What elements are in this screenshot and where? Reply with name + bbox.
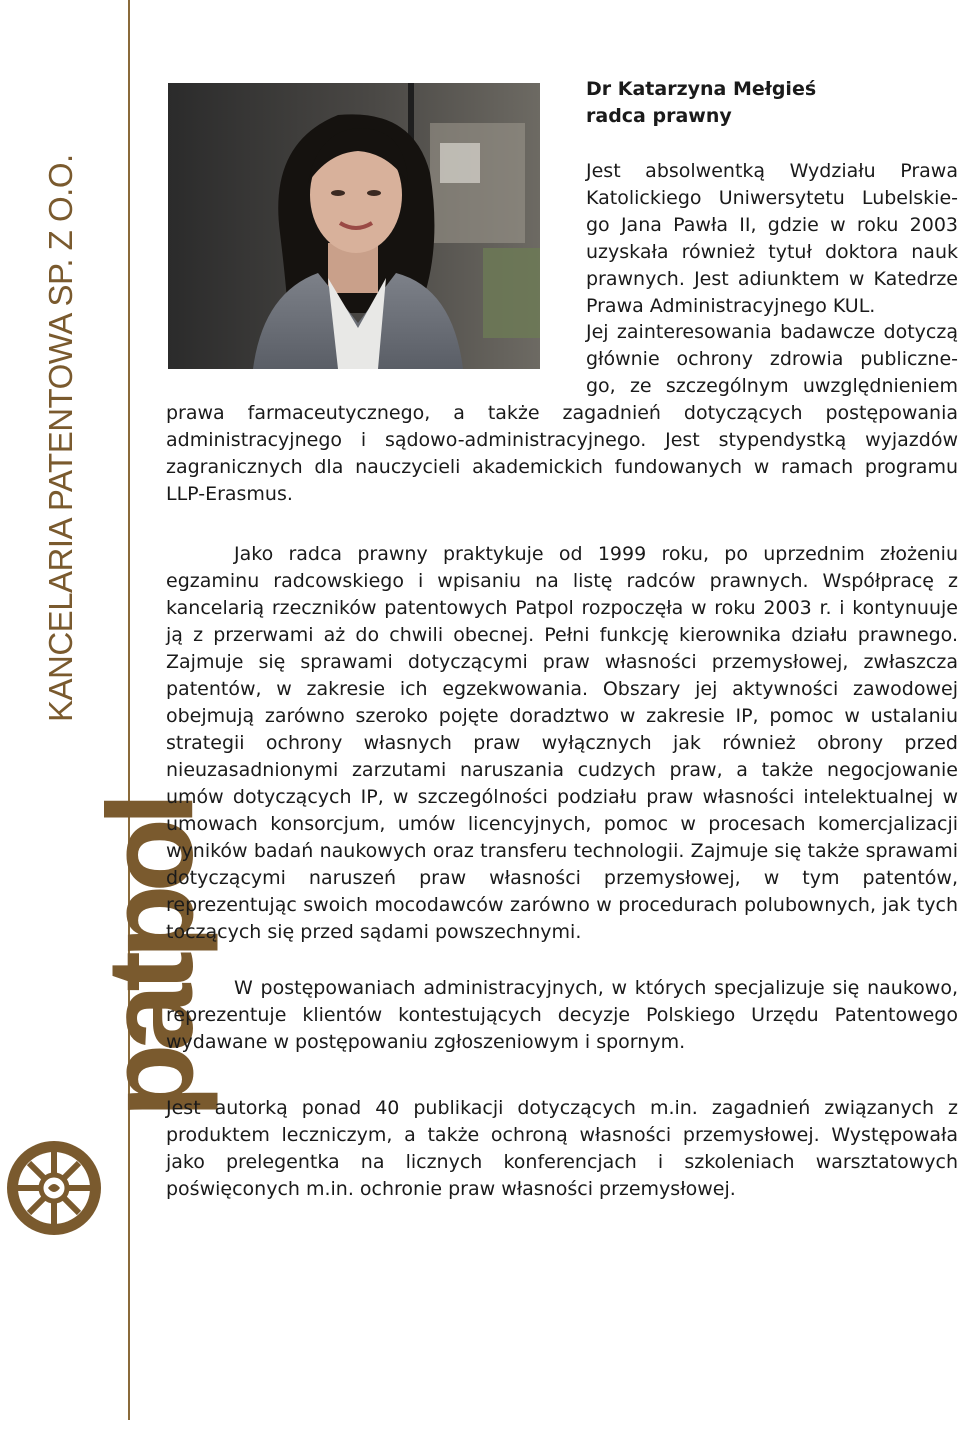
portrait-photo <box>168 83 540 369</box>
bio-paragraph-2: Jako radca prawny praktykuje od 1999 roku, po uprzednim złożeniu egzaminu radcowskiego i wpisaniu na listę radców prawnych. Współpracę z kancelarią rzeczników patentowych Patpol rozpoczęła w roku 2003 r. i kontynuuje ją z przerwami aż do chwili obecnej. Pełni funkcję kierownika działu prawnego. Zajmuje się sprawami dotyczącymi praw własności przemysłowej, zwłaszcza patentów, w zakresie ich egzekwowania. Obszary jej aktywności zawodowej obejmują zarówno szeroko pojęte doradztwo w zakresie IP, pomoc w ustalaniu strategii ochrony własnych praw wyłącznych jak również obrony przed nieuzasadnionymi zarzutami naruszania cudzych praw, a także negocjowanie umów dotyczących IP, w szczególności podziału praw własności intelektualnej w umowach konsorcjum, umów licencyjnych, pomoc w procesach komercjalizacji wyników badań naukowych oraz transferu technologii. Zajmuje się także sprawami dotyczącymi naruszeń praw własności przemysłowej, w tym patentów, reprezentując swoich mocodawców zarówno w procedurach polubownych, jak tych toczących się przed sądami powszechnymi. <box>166 543 958 943</box>
person-role: radca prawny <box>586 105 732 127</box>
patpol-wordmark: patpol <box>82 800 218 1118</box>
bio-line: Katolickiego Uniwersytetu Lubelskie- <box>586 187 958 209</box>
bio-line: Jej zainteresowania badawcze dotyczą <box>586 321 958 343</box>
bio-paragraph-1-rest: prawa farmaceutycznego, a także zagadnień dotyczących postępowania administracyjnego i sądowo-administracyjnego. Jest stypendystką wyjazdów zagranicznych dla nauczycieli akademickich fundowanych w ramach programu LLP-Erasmus. <box>166 402 958 505</box>
bio-line: Prawa Administracyjnego KUL. <box>586 295 876 317</box>
bio-paragraph-1-interests <box>586 319 958 400</box>
bio-line: go, ze szczególnym uwzględnieniem <box>586 375 958 397</box>
bio-line: prawnych. Jest adiunktem w Katedrze <box>586 268 958 290</box>
bio-line: uzyskała również tytuł doktora nauk <box>586 241 958 263</box>
brand-divider-line <box>128 0 130 1420</box>
bio-paragraph-3: W postępowaniach administracyjnych, w których specjalizuje się naukowo, reprezentuje klientów kontestujących decyzje Polskiego Urzędu Patentowego wydawane w postępowaniu zgłoszeniowym i spornym. <box>166 977 958 1053</box>
bio-line: Jest absolwentką Wydziału Prawa <box>586 160 958 182</box>
company-name: KANCELARIA PATENTOWA SP. Z O.O. <box>42 154 79 722</box>
bio-paragraph-4: Jest autorką ponad 40 publikacji dotyczących m.in. zagadnień związanych z produktem leczniczym, a także ochroną własności przemysłowej. Występowała jako prelegentka na licznych konferencjach i szkoleniach warsztatowych poświęconych m.in. ochronie praw własności przemysłowej. <box>166 1097 958 1200</box>
patpol-emblem-icon <box>4 1138 104 1238</box>
bio-paragraph-1-intro <box>586 158 958 320</box>
person-name: Dr Katarzyna Mełgieś <box>586 78 817 100</box>
bio-line: go Jana Pawła II, gdzie w roku 2003 <box>586 214 958 236</box>
bio-line: głównie ochrony zdrowia publiczne- <box>586 348 958 370</box>
